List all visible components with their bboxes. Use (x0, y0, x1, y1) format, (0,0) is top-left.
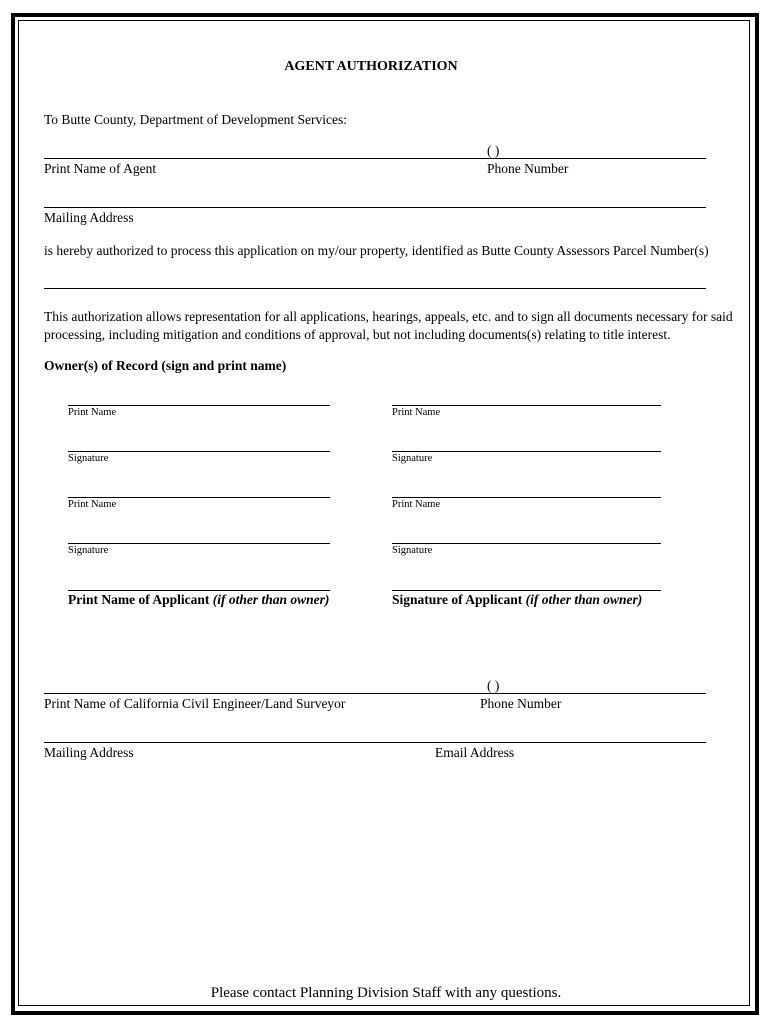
owner3-print-name-line (68, 497, 330, 498)
agent-mailing-label: Mailing Address (44, 210, 134, 225)
owner2-signature-label: Signature (392, 453, 433, 464)
owner1-print-name-field[interactable] (68, 388, 330, 404)
engineer-mailing-line (44, 742, 706, 743)
owners-heading: Owner(s) of Record (sign and print name) (44, 358, 287, 373)
owner3-print-name-label: Print Name (68, 499, 117, 510)
authorization-text: is hereby authorized to process this application on my/our property, identified as Butte County Assessors Parcel Number(s) (44, 243, 709, 258)
owner4-signature-line (392, 543, 661, 544)
authorization-scope-text: This authorization allows representation for all applications, hearings, appeals, etc. and to sign all documents necessary for said processing, including mitigation and conditions of approval, but not including documents(s) relating to title interest. (44, 309, 733, 342)
agent-phone-label: Phone Number (487, 161, 569, 176)
agent-phone-field[interactable] (516, 141, 706, 157)
agent-name-label: Print Name of Agent (44, 161, 157, 176)
owner1-signature-line (68, 451, 330, 452)
parcel-number-line (44, 288, 706, 289)
agent-mailing-field[interactable] (44, 190, 706, 206)
owner1-signature-field[interactable] (68, 434, 330, 450)
owner3-signature-line (68, 543, 330, 544)
applicant-signature-label-main: Signature of Applicant (392, 592, 526, 607)
owner2-print-name-field[interactable] (392, 388, 661, 404)
owner4-signature-label: Signature (392, 545, 433, 556)
owner2-signature-line (392, 451, 661, 452)
footer-note: Please contact Planning Division Staff with any questions. (210, 985, 562, 1001)
applicant-signature-label (392, 592, 642, 608)
engineer-name-line (44, 693, 706, 694)
owner1-print-name-label: Print Name (68, 407, 117, 418)
salutation-text: To Butte County, Department of Development Services: (44, 112, 347, 127)
agent-name-field[interactable] (44, 141, 474, 157)
parcel-number-field[interactable] (44, 271, 706, 287)
owner3-print-name-field[interactable] (68, 480, 330, 496)
applicant-name-label-main: Print Name of Applicant (68, 592, 213, 607)
applicant-name-line (68, 590, 330, 591)
engineer-phone-parens: ( ) (487, 678, 500, 693)
engineer-name-label: Print Name of California Civil Engineer/Land Surveyor (44, 696, 346, 711)
owner4-signature-field[interactable] (392, 526, 661, 542)
engineer-phone-field[interactable] (516, 676, 706, 692)
agent-phone-parens: ( ) (487, 143, 500, 158)
owner3-signature-field[interactable] (68, 526, 330, 542)
owner1-print-name-line (68, 405, 330, 406)
owner4-print-name-label: Print Name (392, 499, 441, 510)
owner2-print-name-label: Print Name (392, 407, 441, 418)
engineer-mailing-field[interactable] (44, 725, 424, 741)
engineer-email-field[interactable] (435, 725, 706, 741)
applicant-signature-line (392, 590, 661, 591)
applicant-name-field[interactable] (68, 573, 330, 589)
applicant-name-label-note: (if other than owner) (212, 592, 330, 607)
engineer-name-field[interactable] (44, 676, 474, 692)
owner2-signature-field[interactable] (392, 434, 661, 450)
engineer-mailing-label: Mailing Address (44, 745, 134, 760)
engineer-phone-label: Phone Number (480, 696, 562, 711)
agent-name-line (44, 158, 706, 159)
applicant-signature-field[interactable] (392, 573, 661, 589)
owner2-print-name-line (392, 405, 661, 406)
owner4-print-name-field[interactable] (392, 480, 661, 496)
form-title: AGENT AUTHORIZATION (284, 59, 458, 74)
owner4-print-name-line (392, 497, 661, 498)
owner1-signature-label: Signature (68, 453, 109, 464)
applicant-signature-label-note: (if other than owner) (525, 592, 643, 607)
agent-mailing-line (44, 207, 706, 208)
engineer-email-label: Email Address (435, 745, 515, 760)
owner3-signature-label: Signature (68, 545, 109, 556)
applicant-name-label (68, 592, 329, 608)
